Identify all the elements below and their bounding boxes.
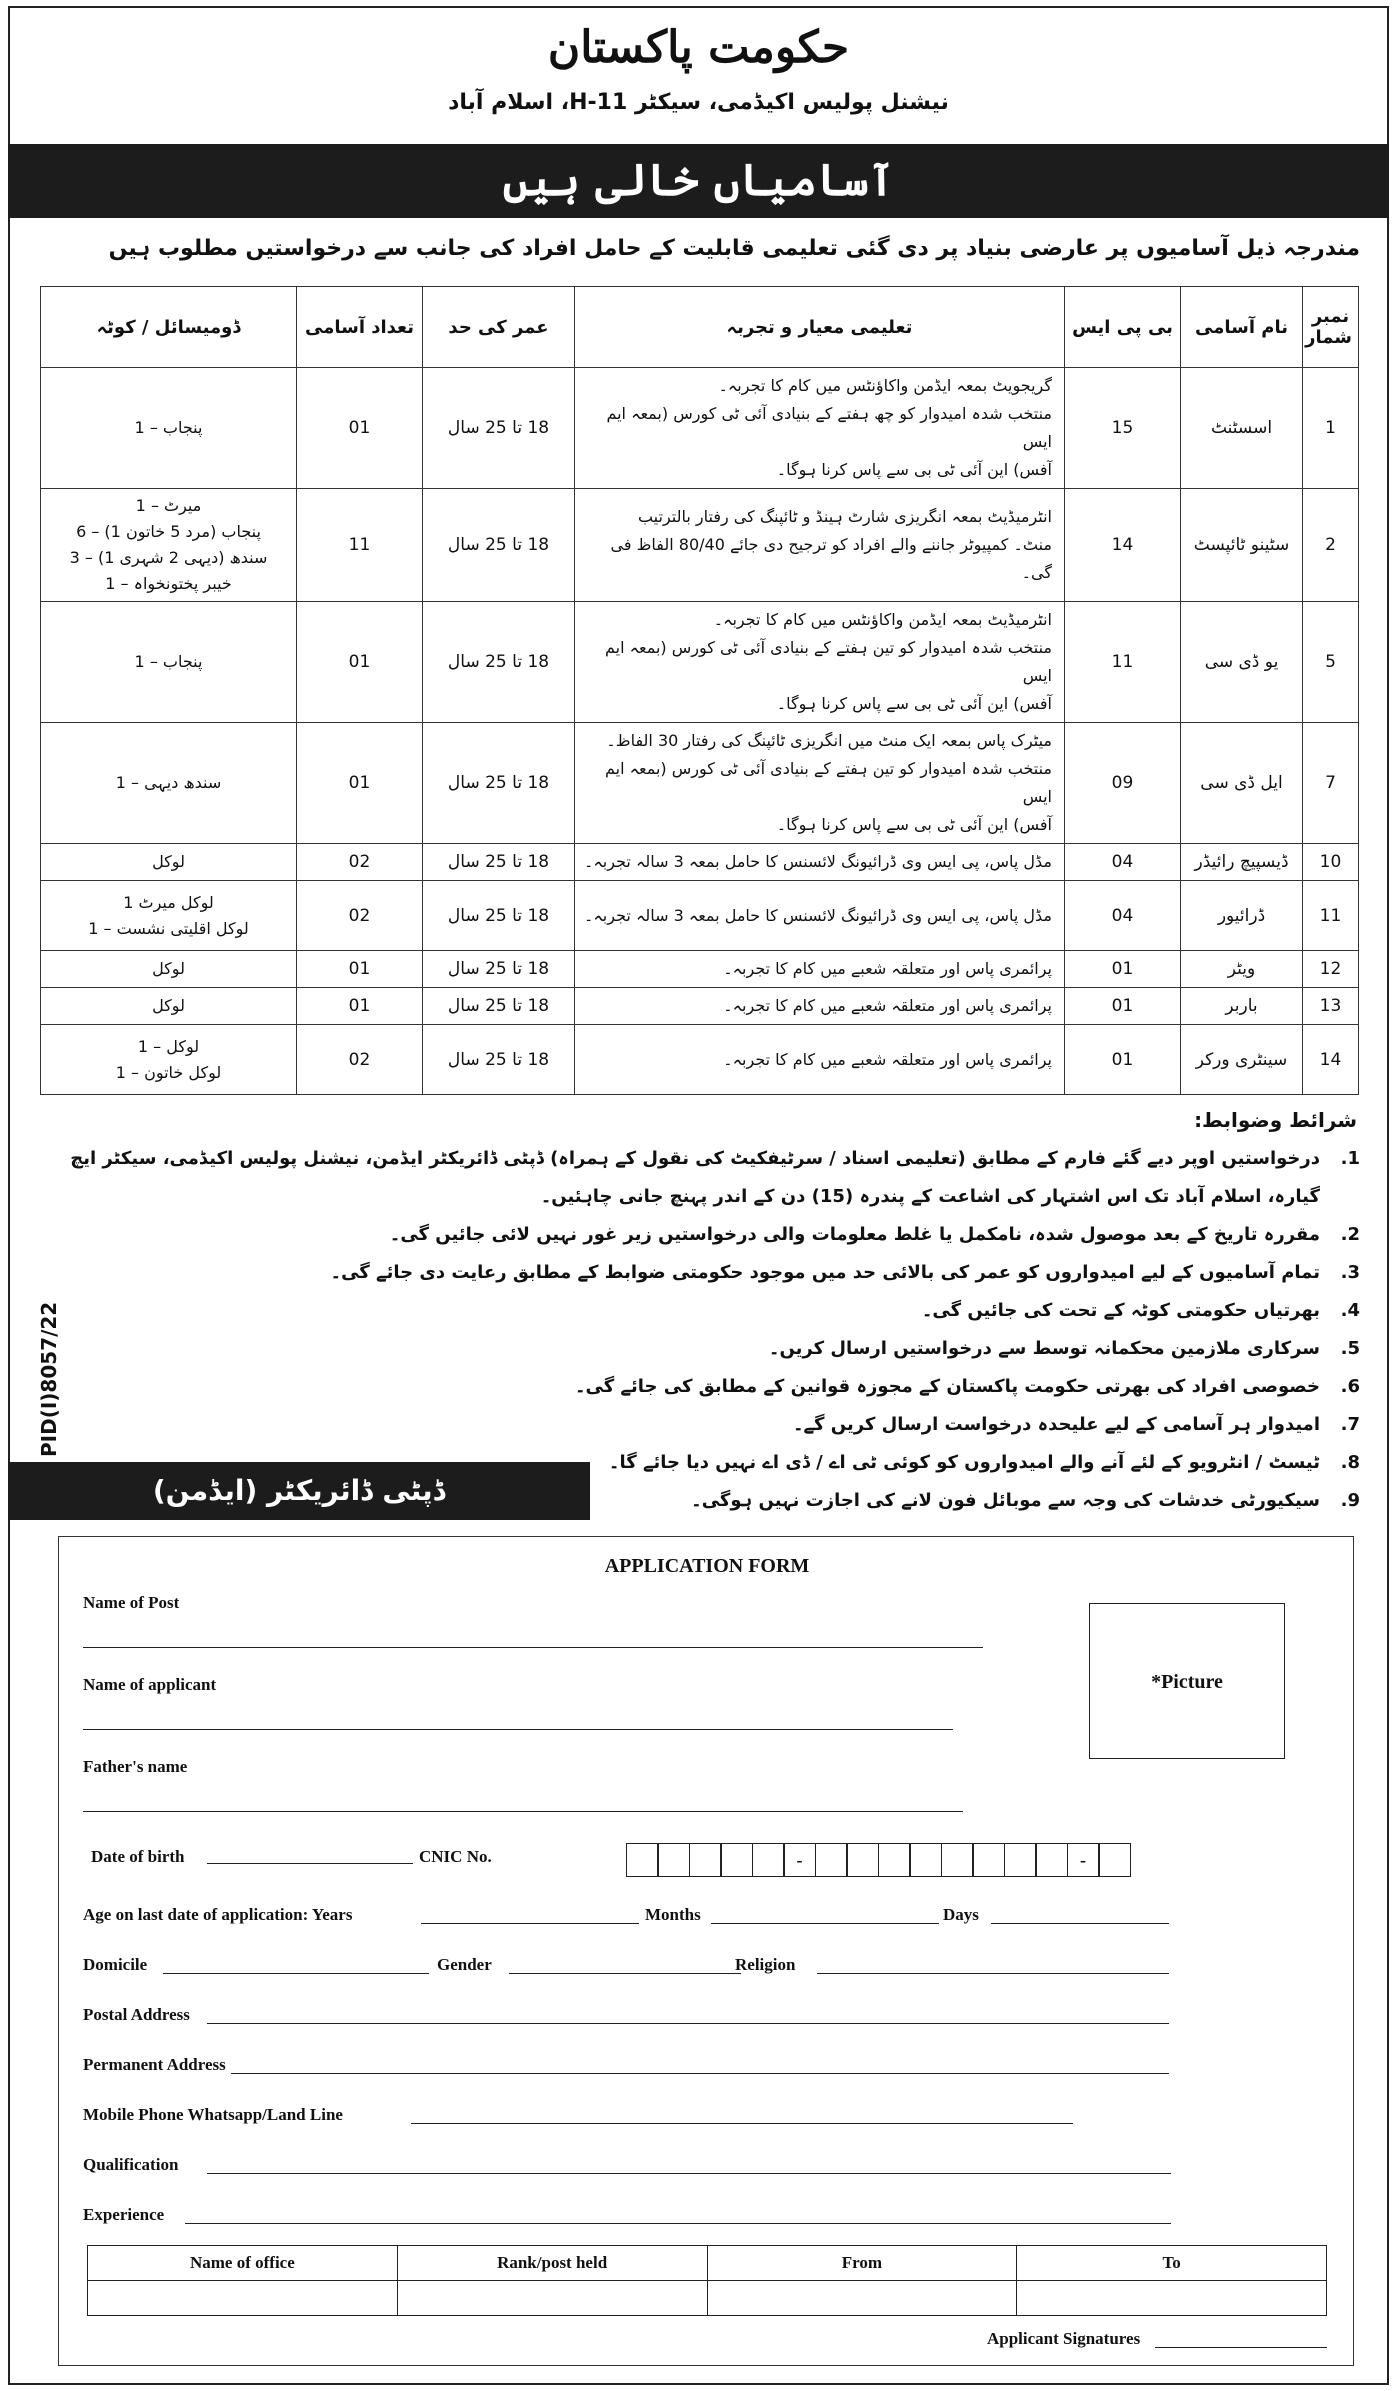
term-number: .5 xyxy=(1340,1338,1360,1359)
cell-age: 18 تا 25 سال xyxy=(423,951,575,988)
cell-qualification xyxy=(575,723,1065,844)
cell-qualification xyxy=(575,844,1065,881)
cnic-boxes[interactable] xyxy=(627,1843,1131,1877)
permanent-address-label: Permanent Address xyxy=(83,2055,226,2074)
cell-age: 18 تا 25 سال xyxy=(423,489,575,602)
pid-text: PID(I)8057/22 xyxy=(37,1301,61,1457)
cell-bps: 01 xyxy=(1065,988,1181,1025)
term-item xyxy=(40,1368,1360,1406)
academy-address: نیشنل پولیس اکیڈمی، سیکٹر H-11، اسلام آباد xyxy=(448,90,949,115)
cell-posts: 02 xyxy=(297,881,423,951)
cell-qualification-line: منتخب شدہ امیدوار کو تین ہفتے کے بنیادی آئی ٹی کورس (بمعہ ایم ایس xyxy=(604,638,1052,685)
cell-posts: 02 xyxy=(297,1025,423,1095)
cell-domicile-line: پنجاب – 1 xyxy=(134,652,203,671)
term-number: .6 xyxy=(1340,1376,1360,1397)
age-label: Age on last date of application: Years xyxy=(83,1905,353,1924)
name-of-applicant-field[interactable] xyxy=(83,1729,953,1730)
table-row xyxy=(41,844,1359,881)
term-text: مقررہ تاریخ کے بعد موصول شدہ، نامکمل یا غلط معلومات والی درخواستیں زیر غور نہیں لائی جائیں گی۔ xyxy=(389,1224,1320,1245)
term-text: درخواستیں اوپر دیے گئے فارم کے مطابق (تعلیمی اسناد / سرٹیفکیٹ کی نقول کے ہمراہ) ڈپٹی ڈائریکٹر ایڈمن، نیشنل پولیس اکیڈمی، سیکٹر ایچ گیارہ، اسلام آباد تک اس اشتہار کی اشاعت کے پندرہ (15) دن کے اندر پہنچ جانی چاہئیں۔ xyxy=(70,1148,1320,1207)
date-of-birth-field[interactable] xyxy=(207,1863,413,1864)
exp-header-from: From xyxy=(707,2246,1017,2281)
cell-domicile xyxy=(41,881,297,951)
cell-domicile-line: لوکل xyxy=(152,996,185,1015)
cell-qualification-line: پرائمری پاس اور متعلقہ شعبے میں کام کا تجربہ۔ xyxy=(723,959,1052,978)
intro-text: مندرجہ ذیل آسامیوں پر عارضی بنیاد پر دی گئی تعلیمی قابلیت کے حامل افراد کی جانب سے درخواستیں مطلوب ہیں xyxy=(108,236,1360,261)
age-months-field[interactable] xyxy=(711,1923,939,1924)
exp-header-rank: Rank/post held xyxy=(397,2246,707,2281)
term-number: .7 xyxy=(1340,1414,1360,1435)
term-text: بھرتیاں حکومتی کوٹہ کے تحت کی جائیں گی۔ xyxy=(921,1300,1320,1321)
cell-posts: 11 xyxy=(297,489,423,602)
postal-address-label: Postal Address xyxy=(83,2005,190,2024)
religion-field[interactable] xyxy=(817,1973,1169,1974)
cell-sno: 5 xyxy=(1303,602,1359,723)
experience-entry-row[interactable] xyxy=(88,2281,1327,2316)
cell-qualification-line: انٹرمیڈیٹ بمعہ انگریزی شارٹ ہینڈ و ٹائپنگ کی رفتار بالترتیب xyxy=(637,507,1052,526)
date-of-birth-label: Date of birth xyxy=(91,1847,185,1866)
cell-domicile xyxy=(41,1025,297,1095)
cell-qualification-line: مڈل پاس، پی ایس وی ڈرائیونگ لائسنس کا حامل بمعہ 3 سالہ تجربہ۔ xyxy=(584,905,1052,925)
government-title: حکومت پاکستان xyxy=(547,22,850,73)
months-label: Months xyxy=(645,1905,701,1924)
cnic-label: CNIC No. xyxy=(419,1847,492,1866)
mobile-label: Mobile Phone Whatsapp/Land Line xyxy=(83,2105,343,2124)
cell-age: 18 تا 25 سال xyxy=(423,881,575,951)
cell-qualification-line: انٹرمیڈیٹ بمعہ ایڈمن واکاؤنٹس میں کام کا تجربہ۔ xyxy=(713,610,1052,629)
term-item xyxy=(40,1216,1360,1254)
cell-posts: 01 xyxy=(297,368,423,489)
header-qualification: تعلیمی معیار و تجربہ xyxy=(575,287,1065,368)
cell-qualification-line: مڈل پاس، پی ایس وی ڈرائیونگ لائسنس کا حامل بمعہ 3 سالہ تجربہ۔ xyxy=(584,852,1052,871)
cell-domicile xyxy=(41,489,297,602)
domicile-label: Domicile xyxy=(83,1955,148,1974)
term-item xyxy=(40,1254,1360,1292)
term-item xyxy=(40,1292,1360,1330)
term-number: .2 xyxy=(1340,1224,1360,1245)
cell-qualification xyxy=(575,368,1065,489)
cell-age: 18 تا 25 سال xyxy=(423,988,575,1025)
gender-field[interactable] xyxy=(509,1973,741,1974)
picture-box: *Picture xyxy=(1089,1603,1285,1759)
table-header-row xyxy=(41,287,1359,368)
cell-bps: 15 xyxy=(1065,368,1181,489)
cell-qualification-line: منٹ۔ کمپیوٹر جاننے والے افراد کو ترجیح دی جائے 80/40 الفاظ فی xyxy=(610,535,1052,554)
form-title: APPLICATION FORM xyxy=(604,1555,810,1577)
cell-bps: 01 xyxy=(1065,1025,1181,1095)
signature-label: Applicant Signatures xyxy=(987,2329,1141,2348)
term-text: تمام آسامیوں کے لیے امیدواروں کو عمر کی بالائی حد میں موجود حکومتی ضوابط کے مطابق رعایت دی جائے گی۔ xyxy=(330,1262,1320,1283)
cell-post: سینٹری ورکر xyxy=(1181,1025,1303,1095)
cell-sno: 2 xyxy=(1303,489,1359,602)
cnic-dash: - xyxy=(783,1843,816,1877)
cell-posts: 01 xyxy=(297,988,423,1025)
cell-domicile-line: سندھ دیہی – 1 xyxy=(115,773,222,792)
cell-domicile-line: پنجاب – 1 xyxy=(134,418,203,437)
cell-age: 18 تا 25 سال xyxy=(423,844,575,881)
name-of-post-label: Name of Post xyxy=(83,1593,180,1612)
term-text: سیکیورٹی خدشات کی وجہ سے موبائل فون لانے کی اجازت نہیں ہوگی۔ xyxy=(691,1490,1320,1511)
term-text: سرکاری ملازمین محکمانہ توسط سے درخواستیں ارسال کریں۔ xyxy=(768,1338,1320,1359)
cell-sno: 11 xyxy=(1303,881,1359,951)
term-number: .4 xyxy=(1340,1300,1360,1321)
experience-field[interactable] xyxy=(185,2223,1171,2224)
cell-domicile-line: لوکل xyxy=(152,959,185,978)
terms-title: شرائط وضوابط: xyxy=(1194,1108,1357,1132)
domicile-field[interactable] xyxy=(163,1973,429,1974)
cell-domicile-line: لوکل xyxy=(152,852,185,871)
qualification-field[interactable] xyxy=(207,2173,1171,2174)
header-posts: تعداد آسامی xyxy=(297,287,423,368)
cell-sno: 12 xyxy=(1303,951,1359,988)
table-row xyxy=(41,988,1359,1025)
cell-domicile xyxy=(41,844,297,881)
term-number: .1 xyxy=(1340,1148,1360,1169)
cell-bps: 11 xyxy=(1065,602,1181,723)
cell-qualification xyxy=(575,489,1065,602)
cell-post: ڈرائیور xyxy=(1181,881,1303,951)
cell-posts: 01 xyxy=(297,723,423,844)
term-item xyxy=(40,1406,1360,1444)
cell-bps: 01 xyxy=(1065,951,1181,988)
cell-bps: 09 xyxy=(1065,723,1181,844)
cell-domicile xyxy=(41,723,297,844)
cell-qualification xyxy=(575,988,1065,1025)
cell-qualification-line: آفس) این آئی ٹی بی سے پاس کرنا ہوگا۔ xyxy=(776,815,1052,834)
religion-label: Religion xyxy=(735,1955,796,1974)
cell-qualification xyxy=(575,881,1065,951)
cell-qualification-line: گریجویٹ بمعہ ایڈمن واکاؤنٹس میں کام کا تجربہ۔ xyxy=(718,376,1052,395)
age-years-field[interactable] xyxy=(421,1923,639,1924)
header-sno: نمبر شمار xyxy=(1303,287,1359,368)
cell-qualification xyxy=(575,1025,1065,1095)
cell-bps: 04 xyxy=(1065,844,1181,881)
cell-post: اسسٹنٹ xyxy=(1181,368,1303,489)
cell-domicile-line: سندھ (دیہی 2 شہری 1) – 3 xyxy=(69,548,268,567)
table-row xyxy=(41,881,1359,951)
cell-qualification-line: آفس) این آئی ٹی بی سے پاس کرنا ہوگا۔ xyxy=(776,694,1052,713)
term-item xyxy=(40,1140,1360,1216)
cell-qualification xyxy=(575,602,1065,723)
permanent-address-field[interactable] xyxy=(231,2073,1169,2074)
cell-domicile xyxy=(41,368,297,489)
cell-qualification-line: منتخب شدہ امیدوار کو تین ہفتے کے بنیادی آئی ٹی کورس (بمعہ ایم ایس xyxy=(604,759,1052,806)
cell-post: باربر xyxy=(1181,988,1303,1025)
cell-domicile-line: پنجاب (مرد 5 خاتون 1) – 6 xyxy=(76,522,261,541)
term-number: .3 xyxy=(1340,1262,1360,1283)
table-row xyxy=(41,723,1359,844)
cell-post: ایل ڈی سی xyxy=(1181,723,1303,844)
gender-label: Gender xyxy=(437,1955,492,1974)
cell-sno: 1 xyxy=(1303,368,1359,489)
mobile-field[interactable] xyxy=(411,2123,1073,2124)
signature-field[interactable] xyxy=(1155,2347,1327,2348)
cell-domicile xyxy=(41,602,297,723)
vacancies-banner: آسامیاں خالی ہیں xyxy=(8,144,1389,218)
cell-posts: 01 xyxy=(297,602,423,723)
header-post: نام آسامی xyxy=(1181,287,1303,368)
table-row xyxy=(41,951,1359,988)
cell-post: ڈیسپیچ رائیڈر xyxy=(1181,844,1303,881)
table-row xyxy=(41,1025,1359,1095)
experience-header-row xyxy=(88,2246,1327,2281)
experience-table xyxy=(87,2245,1327,2316)
cell-sno: 13 xyxy=(1303,988,1359,1025)
cell-age: 18 تا 25 سال xyxy=(423,1025,575,1095)
cell-qualification-line: منتخب شدہ امیدوار کو چھ ہفتے کے بنیادی آئی ٹی کورس (بمعہ ایم ایس xyxy=(606,404,1052,451)
cell-domicile xyxy=(41,951,297,988)
vacancies-table xyxy=(40,286,1359,1095)
cell-post: سٹینو ٹائپسٹ xyxy=(1181,489,1303,602)
cell-bps: 04 xyxy=(1065,881,1181,951)
cell-qualification-line: آفس) این آئی ٹی بی سے پاس کرنا ہوگا۔ xyxy=(776,460,1052,479)
term-text: ٹیسٹ / انٹرویو کے لئے آنے والے امیدواروں کو کوئی ٹی اے / ڈی اے نہیں دیا جائے گا۔ xyxy=(608,1452,1320,1473)
fathers-name-label: Father's name xyxy=(83,1757,188,1776)
pid-number xyxy=(34,1301,64,1460)
signatory-box: ڈپٹی ڈائریکٹر (ایڈمن) xyxy=(8,1462,590,1520)
cell-qualification-line: میٹرک پاس بمعہ ایک منٹ میں انگریزی ٹائپنگ کی رفتار 30 الفاظ۔ xyxy=(606,731,1052,750)
cell-domicile-line: لوکل خاتون – 1 xyxy=(115,1062,222,1082)
cell-domicile-line: خیبر پختونخواہ – 1 xyxy=(105,574,232,593)
table-row xyxy=(41,602,1359,723)
cell-age: 18 تا 25 سال xyxy=(423,368,575,489)
cell-sno: 14 xyxy=(1303,1025,1359,1095)
cell-qualification-line: پرائمری پاس اور متعلقہ شعبے میں کام کا تجربہ۔ xyxy=(723,996,1052,1015)
qualification-label: Qualification xyxy=(83,2155,179,2174)
table-row xyxy=(41,368,1359,489)
cell-domicile-line: میرٹ – 1 xyxy=(135,496,202,515)
term-number: .9 xyxy=(1340,1490,1360,1511)
name-of-applicant-label: Name of applicant xyxy=(83,1675,217,1694)
table-row xyxy=(41,489,1359,602)
cell-domicile-line: لوکل اقلیتی نشست – 1 xyxy=(88,918,249,938)
application-form xyxy=(58,1536,1354,2366)
cell-qualification xyxy=(575,951,1065,988)
cell-posts: 01 xyxy=(297,951,423,988)
exp-header-office: Name of office xyxy=(88,2246,398,2281)
cell-post: یو ڈی سی xyxy=(1181,602,1303,723)
cell-sno: 7 xyxy=(1303,723,1359,844)
term-text: امیدوار ہر آسامی کے لیے علیحدہ درخواست ارسال کریں گے۔ xyxy=(792,1414,1320,1435)
experience-label: Experience xyxy=(83,2205,165,2224)
fathers-name-field[interactable] xyxy=(83,1811,963,1812)
cell-age: 18 تا 25 سال xyxy=(423,723,575,844)
term-item xyxy=(40,1330,1360,1368)
name-of-post-field[interactable] xyxy=(83,1647,983,1648)
cell-age: 18 تا 25 سال xyxy=(423,602,575,723)
postal-address-field[interactable] xyxy=(207,2023,1169,2024)
cell-qualification-line: پرائمری پاس اور متعلقہ شعبے میں کام کا تجربہ۔ xyxy=(723,1049,1052,1069)
cell-qualification-line: گی۔ xyxy=(1021,563,1052,582)
cell-posts: 02 xyxy=(297,844,423,881)
age-days-field[interactable] xyxy=(991,1923,1169,1924)
cell-bps: 14 xyxy=(1065,489,1181,602)
days-label: Days xyxy=(943,1905,979,1924)
header-age: عمر کی حد xyxy=(423,287,575,368)
cell-domicile xyxy=(41,988,297,1025)
term-number: .8 xyxy=(1340,1452,1360,1473)
cell-domicile-line: لوکل – 1 xyxy=(137,1036,200,1056)
term-text: خصوصی افراد کی بھرتی حکومت پاکستان کے مجوزہ قوانین کے مطابق کی جائے گی۔ xyxy=(574,1376,1320,1397)
cell-domicile-line: لوکل میرٹ 1 xyxy=(123,892,214,912)
cnic-dash: - xyxy=(1067,1843,1100,1877)
header-domicile: ڈومیسائل / کوٹہ xyxy=(41,287,297,368)
cell-post: ویٹر xyxy=(1181,951,1303,988)
cell-sno: 10 xyxy=(1303,844,1359,881)
exp-header-to: To xyxy=(1017,2246,1327,2281)
header-bps: بی پی ایس xyxy=(1065,287,1181,368)
